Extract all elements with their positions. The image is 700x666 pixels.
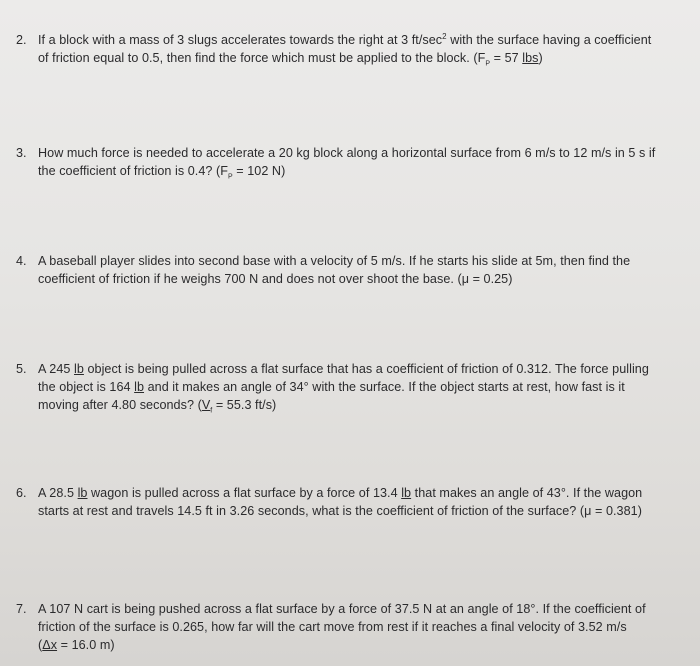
problem-3	[16, 144, 656, 180]
answer-part: = 55.3 ft/s)	[212, 398, 277, 412]
answer	[215, 164, 286, 181]
answer-subscript: f	[210, 407, 213, 415]
answer-part: (	[197, 398, 202, 412]
answer	[197, 398, 277, 415]
answer-subscript: P	[485, 60, 491, 68]
problem-number: 2.	[16, 33, 27, 47]
problem-number: 7.	[16, 602, 27, 616]
answer-part: (	[38, 638, 43, 652]
answer-unit: lbs	[522, 51, 539, 65]
answer: (μ = 0.381)	[579, 504, 642, 518]
answer	[38, 638, 115, 652]
unit-lb: lb	[77, 486, 88, 500]
answer-subscript: P	[227, 173, 233, 181]
answer	[473, 51, 543, 68]
problem-text-part: If a block with a mass of 3 slugs accelerates towards the right at 3 ft/sec	[38, 33, 443, 47]
problem-text-part: A 245	[38, 362, 75, 376]
exponent: 2	[442, 31, 447, 41]
problem-text-part: A 107 N cart is being pushed across a flat surface by a force of 37.5 N at an angle of 18°. If the coefficient of friction of the surface is 0.265, how far will the cart move from rest if it reaches a final velocity of 3.52 m/s	[38, 602, 646, 634]
problem-text-part: How much force is needed to accelerate a 20 kg block along a horizontal surface from 6 m/s to 12 m/s in 5 s if the coefficient of friction is 0.4?	[38, 146, 656, 178]
answer: (μ = 0.25)	[457, 272, 513, 286]
problem-number: 5.	[16, 362, 27, 376]
problem-5	[16, 360, 656, 414]
problem-text	[38, 360, 656, 414]
problem-text	[38, 600, 656, 654]
unit-lb: lb	[401, 486, 412, 500]
answer-part: = 57	[490, 51, 523, 65]
answer-part: (F	[215, 164, 228, 178]
problem-2	[16, 31, 656, 67]
problem-7	[16, 600, 656, 654]
problem-text	[38, 144, 656, 180]
problem-text-part: A baseball player slides into second base with a velocity of 5 m/s. If he starts his slide at 5m, then find the coefficient of friction if he weighs 700 N and does not over shoot the base.	[38, 254, 631, 286]
answer-variable-letter: V	[201, 398, 211, 412]
answer-part: (F	[473, 51, 486, 65]
answer-part: = 102 N)	[232, 164, 286, 178]
problem-text-part: with the surface having a coefficient of friction equal to 0.5, then find the force which must be applied to the block.	[38, 33, 652, 65]
problem-number: 6.	[16, 486, 27, 500]
unit-lb: lb	[134, 380, 145, 394]
answer-variable: Δx	[42, 638, 58, 652]
problem-4	[16, 252, 656, 288]
answer-variable	[201, 398, 213, 415]
answer-part: = 16.0 m)	[57, 638, 115, 652]
problem-6	[16, 484, 656, 520]
problem-text	[38, 484, 656, 520]
unit-lb: lb	[74, 362, 84, 376]
problem-text-part: object is being pulled across a flat surface that has a coefficient of friction of 0.312. The force pulling the object is 164	[38, 362, 649, 394]
problem-text-part: that makes an angle of 43°. If the wagon starts at rest and travels 14.5 ft in 3.26 seconds, what is the coefficient of friction of the surface?	[38, 486, 643, 518]
problem-number: 3.	[16, 146, 27, 160]
problem-text-part: wagon is pulled across a flat surface by a force of 13.4	[87, 486, 402, 500]
problem-text	[38, 252, 656, 288]
problem-text	[38, 31, 656, 67]
problem-text-part: and it makes an angle of 34° with the surface. If the object starts at rest, how fast is it moving after 4.80 seconds?	[38, 380, 625, 412]
answer-part: )	[538, 51, 543, 65]
problem-number: 4.	[16, 254, 27, 268]
problem-text-part: A 28.5	[38, 486, 78, 500]
